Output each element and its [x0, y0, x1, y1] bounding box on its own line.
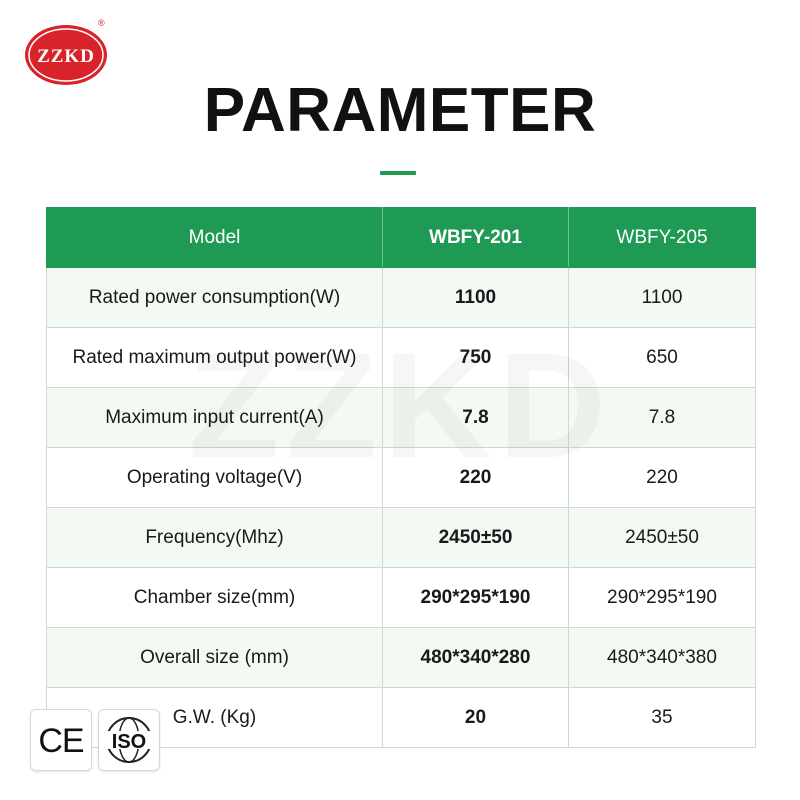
table-header-row: [47, 208, 756, 268]
wbfy-201-value: 7.8: [383, 388, 569, 448]
wbfy-205-value: 220: [569, 448, 756, 508]
wbfy-201-value: 2450±50: [383, 508, 569, 568]
logo-text: ZZKD: [37, 46, 95, 67]
wbfy-205-value: 2450±50: [569, 508, 756, 568]
wbfy-205-value: 650: [569, 328, 756, 388]
title-underline: [380, 171, 416, 175]
row-label: G.W. (Kg): [47, 688, 383, 748]
header-wbfy-201: WBFY-201: [383, 208, 569, 268]
wbfy-201-value: 480*340*280: [383, 628, 569, 688]
wbfy-205-value: 1100: [569, 268, 756, 328]
iso-globe-icon: [99, 710, 159, 770]
row-label: Operating voltage(V): [47, 448, 383, 508]
row-label: Maximum input current(A): [47, 388, 383, 448]
ce-mark-icon: [31, 710, 91, 770]
wbfy-201-value: 290*295*190: [383, 568, 569, 628]
table-row: [47, 328, 756, 388]
row-label: Chamber size(mm): [47, 568, 383, 628]
wbfy-205-value: 35: [569, 688, 756, 748]
header-wbfy-205: WBFY-205: [569, 208, 756, 268]
table-row: [47, 508, 756, 568]
wbfy-205-value: 290*295*190: [569, 568, 756, 628]
table-row: [47, 268, 756, 328]
wbfy-201-value: 20: [383, 688, 569, 748]
ce-text: CE: [38, 722, 84, 760]
row-label: Frequency(Mhz): [47, 508, 383, 568]
row-label: Overall size (mm): [47, 628, 383, 688]
table-row: [47, 388, 756, 448]
wbfy-201-value: 1100: [383, 268, 569, 328]
page-title: PARAMETER: [203, 76, 597, 145]
wbfy-201-value: 750: [383, 328, 569, 388]
row-label: Rated power consumption(W): [47, 268, 383, 328]
wbfy-205-value: 7.8: [569, 388, 756, 448]
wbfy-201-value: 220: [383, 448, 569, 508]
table-row: [47, 568, 756, 628]
iso-badge: [98, 709, 160, 771]
wbfy-205-value: 480*340*380: [569, 628, 756, 688]
table-row: [47, 448, 756, 508]
header-model: Model: [47, 208, 383, 268]
row-label: Rated maximum output power(W): [47, 328, 383, 388]
registered-mark: ®: [98, 18, 105, 28]
parameter-table: [46, 207, 756, 748]
table-row: [47, 628, 756, 688]
iso-text: ISO: [111, 731, 147, 753]
ce-badge: [30, 709, 92, 771]
